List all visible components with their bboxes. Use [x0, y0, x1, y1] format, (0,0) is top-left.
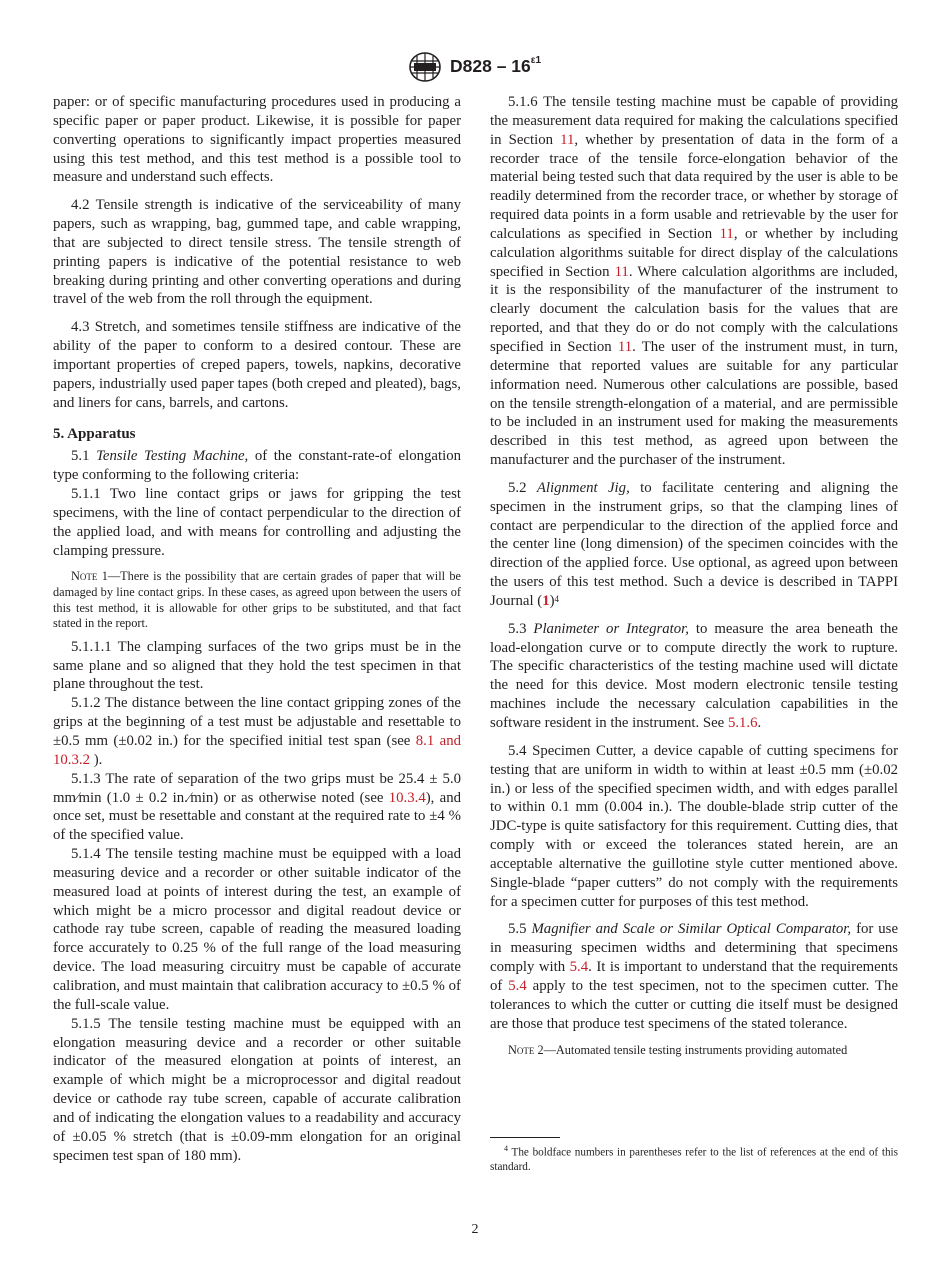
- astm-logo: [405, 52, 445, 82]
- page-number: 2: [471, 1222, 479, 1237]
- paragraph-5-1-3: 5.1.3 The rate of separation of the two grips must be 25.4 ± 5.0 mm⁄min (1.0 ± 0.2 in.⁄min) or as otherwise noted (see 10.3.4), and once set, must be resettable and constant at the required rate to ±4 % of the specified value.: [53, 770, 462, 844]
- paragraph-5-3: 5.3 Planimeter or Integrator, to measure the area beneath the load-elongation curve or to compute directly the work to rupture. The specific characteristics of the testing machine used will dictate the need for this device. Most modern electronic tensile testing machines include the necessary calculation capabilities in the software resident in the instrument. See 5.1.6.: [490, 620, 898, 731]
- right-column: [490, 93, 898, 1064]
- note-1: Note 1—There is the possibility that are certain grades of paper that will be damaged by line contact grips. In these cases, as agreed upon between the users of this test method, it is allowable for other grips to be substituted, and that fact stated in the report.: [53, 569, 461, 631]
- paragraph-5-1: 5.1 Tensile Testing Machine, of the constant-rate-of elongation type conforming to the following criteria:: [53, 448, 462, 484]
- page-header: [0, 52, 950, 86]
- footnote-divider: [490, 1137, 560, 1138]
- paragraph-5-1-6: 5.1.6 The tensile testing machine must be capable of providing the measurement data required for making the calculations specified in Section 11, whether by presentation of data in the form of a recorder trace of the tensile force-elongation behavior of the material being tested such that data required by the user is able to be readily determined from the recorder trace, or whether by storage of required data points in a form usable and retrievable by the user for calculations as specified in Section 11, or whether by including calculation algorithms suitable for direct display of the calculations specified in Section 11. Where calculation algorithms are included, it is the responsibility of the manufacturer of the instrument to clearly document the calculation basis for the values that are reported, and that they do or do not comply with the calculations specified in Section 11. The user of the instrument must, in turn, determine that reported values are suitable for any particular information need. Numerous other calculations are possible, based on the tensile strength-elongation of a material, and are permissible to be included in an instrument used for making the measurements described in this test method, as agreed upon between the manufacturer and the purchaser of the instrument.: [490, 94, 899, 469]
- footnote-4-marker[interactable]: 4: [554, 593, 560, 604]
- planimeter-term: Planimeter or Integrator,: [533, 620, 689, 637]
- left-column: [53, 93, 461, 1165]
- note-1-label: Note 1: [71, 569, 108, 584]
- footnote-4: $^4$ The boldface numbers in parentheses refer to the list of references at the end of this standard.: [490, 1144, 898, 1173]
- footnote-4-number: 4: [504, 1144, 508, 1153]
- xref-10-3-4[interactable]: 10.3.4: [388, 789, 426, 806]
- tensile-testing-machine-term: Tensile Testing Machine,: [96, 448, 249, 465]
- paragraph-5-5: 5.5 Magnifier and Scale or Similar Optical Comparator, for use in measuring specimen widths and determining that specimens comply with 5.4. It is important to understand that the requirements of 5.4 apply to the test specimen, not to the specimen cutter. The tolerances to which the cutter or cutting die itself must be designed are those that produce test specimens of the stated tolerance.: [490, 921, 899, 1032]
- paragraph-5-1-5: 5.1.5 The tensile testing machine must be equipped with an elongation measuring device and a recorder or other suitable indicator of the measured elongation at points of interest, an example of which might be a microprocessor and digital readout device or cathode ray tube screen, capable of accurate calibration and of indicating the elongation values to a readability and accuracy of ±0.05 % stretch (that is ±0.09-mm elongation for an original specimen test span of 180 mm).: [53, 1015, 461, 1164]
- xref-section-11[interactable]: 11: [560, 131, 575, 148]
- xref-section-11[interactable]: 11: [614, 263, 629, 280]
- alignment-jig-term: Alignment Jig,: [536, 479, 630, 496]
- paragraph-5-1-2: 5.1.2 The distance between the line contact gripping zones of the grips at the beginning of a test must be adjustable and resettable to ±0.5 mm (±0.02 in.) for the specified initial test span (see 8.1 and 10.3.2 ).: [53, 695, 461, 768]
- xref-section-11[interactable]: 11: [617, 338, 633, 355]
- section-5-heading: 5. Apparatus: [53, 425, 136, 442]
- paragraph-4-2: 4.2 Tensile strength is indicative of the serviceability of many papers, such as wrapping, bag, gummed tape, and cable wrapping, that are subjected to direct tensile stress. The tensile strength of printing papers is indicative of the potential resistance to web breaking during printing and other converting operations and during travel of the web from the roll through the equipment.: [53, 197, 461, 308]
- note-2-label: Note 2: [508, 1042, 544, 1057]
- xref-5-4[interactable]: 5.4: [508, 977, 527, 994]
- paragraph-5-2: 5.2 Alignment Jig, to facilitate centering and aligning the specimen in the instrument grips, so that the clamping lines of contact are perpendicular to the direction of the applied force and the center line (long dimension) of the specimen coincides with the direction of the applied force. Use optional, as agreed upon between the users of this test method. Such a device is described in TAPPI Journal (1)$^4$: [490, 479, 899, 609]
- standard-designation: $D828 - 16^{\varepsilon 1}$: [450, 55, 542, 76]
- magnifier-term: Magnifier and Scale or Similar Optical Comparator,: [531, 921, 852, 938]
- paragraph-5-1-1-1: 5.1.1.1 The clamping surfaces of the two grips must be in the same plane and so aligned that they hold the test specimen in that plane throughout the test.: [53, 638, 461, 693]
- xref-reference-1[interactable]: 1: [542, 592, 550, 609]
- xref-8-1-and-10-3-2[interactable]: 8.1 and 10.3.2: [53, 733, 461, 768]
- note-2: Note 2—Automated tensile testing instruments providing automated: [508, 1042, 848, 1057]
- paragraph-4-3: 4.3 Stretch, and sometimes tensile stiffness are indicative of the ability of the paper to conform to a desired contour. These are important properties of creped papers, towels, napkins, decorative papers, industrially used paper tapes (both creped and pleated), bags, and liners for cans, barrels, and cartons.: [53, 319, 461, 411]
- paragraph-continuation: paper: or of specific manufacturing procedures used in producing a specific paper or paper product. Likewise, it is possible for paper converting operations to significantly impact properties measured using this test method, and this test method is a possible tool to measure and understand such effects.: [53, 94, 461, 186]
- paragraph-5-1-1: 5.1.1 Two line contact grips or jaws for gripping the test specimens, with the line of contact perpendicular to the direction of the applied load, and with means for controlling and adjusting the clamping pressure.: [53, 486, 461, 559]
- xref-5-1-6[interactable]: 5.1.6: [727, 715, 758, 731]
- xref-5-4[interactable]: 5.4: [569, 959, 589, 976]
- paragraph-5-1-4: 5.1.4 The tensile testing machine must be equipped with a load measuring device and a recorder or other suitable indicator of the measured load at points of interest during the test, an example of which might be a micro processor and digital readout device or cathode ray tube screen, capable of reading the measured loading force accurately to 0.25 % of the full range of the load measuring device. The load measuring circuitry must be capable of accurate calibration, and must maintain that calibration accuracy to ±0.5 % of the full-scale value.: [53, 846, 461, 1013]
- edition-superscript: ε1: [530, 55, 542, 67]
- paragraph-5-4: 5.4 Specimen Cutter, a device capable of cutting specimens for testing that are uniform in width to within at least ±0.5 mm (±0.02 in.) or less of the specified specimen width, and with edges parallel to within 0.1 mm (0.004 in.). The double-blade strip cutter of the JDC-type is quite satisfactory for this requirement. Cutting dies, that comply with or exceed the tolerances stated herein, are an acceptable alternative the guillotine style cutter mentioned above. Single-blade “paper cutters” do not comply with the requirements for a specimen cutter for purposes of this test method.: [490, 742, 898, 910]
- xref-section-11[interactable]: 11: [719, 225, 734, 242]
